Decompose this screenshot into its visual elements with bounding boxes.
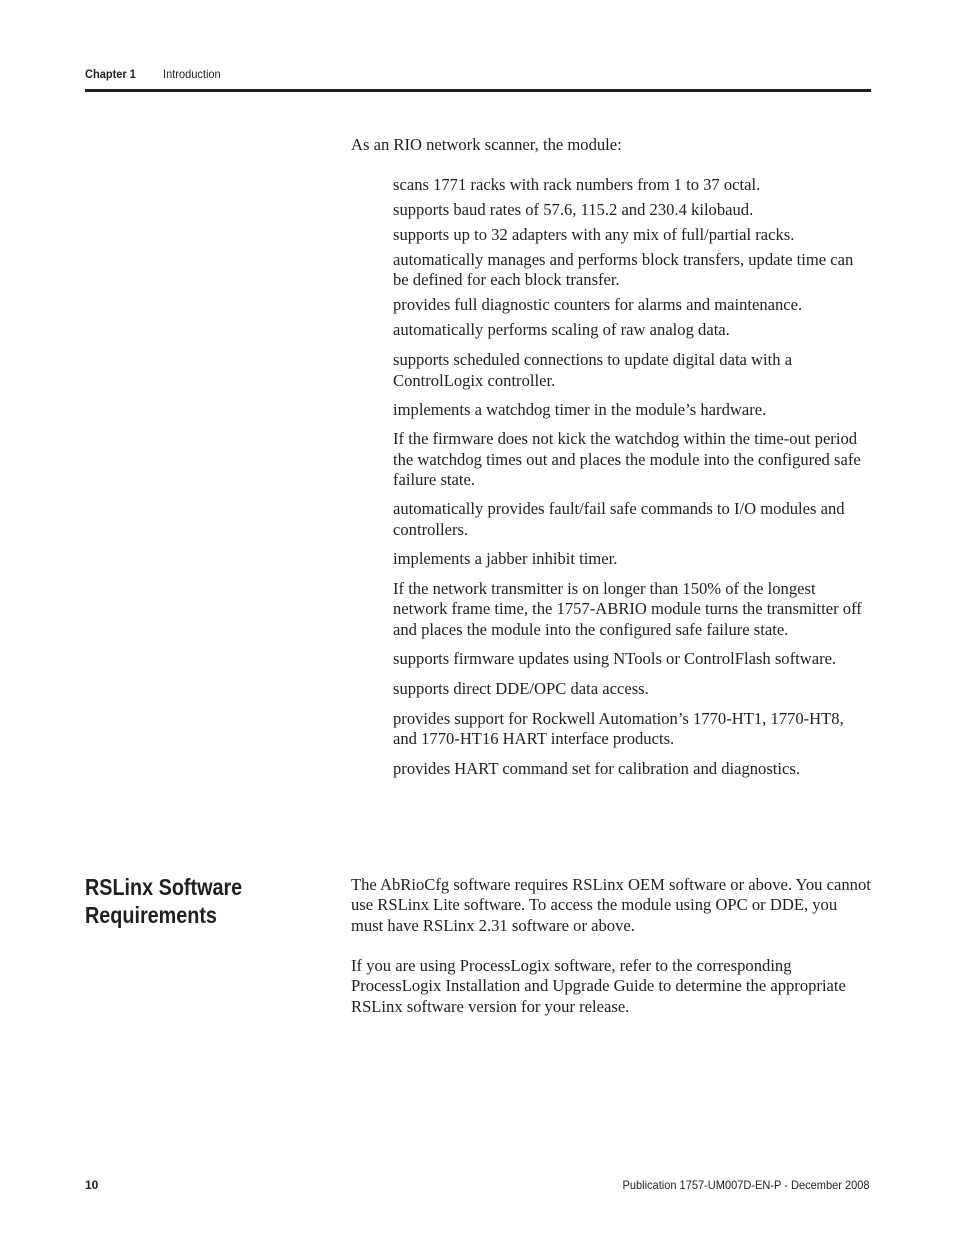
list-item: provides support for Rockwell Automation’s 1770-HT1, 1770-HT8, and 1770-HT16 HART interface products. <box>393 708 844 748</box>
list-item: supports scheduled connections to update digital data with a ControlLogix controller. <box>393 350 793 390</box>
list-item: scans 1771 racks with rack numbers from 1 to 37 octal. <box>393 175 761 194</box>
list-item: provides full diagnostic counters for alarms and maintenance. <box>393 295 803 315</box>
list-item: automatically performs scaling of raw analog data. <box>393 320 730 340</box>
section-label: Introduction <box>163 67 221 81</box>
rslinx-paragraph-2: If you are using ProcessLogix software, refer to the corresponding ProcessLogix Installation and Upgrade Guide to determine the appropriate RSLinx software version for your release. <box>351 956 846 1016</box>
feature-list <box>393 175 871 779</box>
list-item: automatically provides fault/fail safe commands to I/O modules and controllers. <box>393 499 845 539</box>
page-number: 10 <box>85 1178 99 1192</box>
rslinx-paragraph-1: The AbRioCfg software requires RSLinx OEM software or above. You cannot use RSLinx Lite software. To access the module using OPC or DDE, you must have RSLinx 2.31 software or above. <box>351 875 871 935</box>
section-heading: RSLinx Software Requirements <box>85 874 243 928</box>
list-item: supports direct DDE/OPC data access. <box>393 678 649 698</box>
header-rule <box>85 89 871 92</box>
intro-text: As an RIO network scanner, the module: <box>351 135 622 154</box>
list-item: supports firmware updates using NTools or ControlFlash software. <box>393 648 837 668</box>
list-item: supports baud rates of 57.6, 115.2 and 230.4 kilobaud. <box>393 199 754 219</box>
list-item: implements a watchdog timer in the module’s hardware. <box>393 399 767 419</box>
list-item: provides HART command set for calibration and diagnostics. <box>393 758 801 778</box>
list-item: If the firmware does not kick the watchdog within the time-out period the watchdog times out and places the module into the configured safe failure state. <box>393 429 861 489</box>
publication-info: Publication 1757-UM007D-EN-P - December 2008 <box>622 1178 870 1192</box>
list-item: If the network transmitter is on longer than 150% of the longest network frame time, the 1757-ABRIO module turns the transmitter off and places the module into the configured safe failure state. <box>393 578 862 639</box>
list-item: implements a jabber inhibit timer. <box>393 548 618 568</box>
list-item: supports up to 32 adapters with any mix of full/partial racks. <box>393 224 795 244</box>
chapter-label: Chapter 1 <box>85 67 136 81</box>
page-header <box>85 66 226 82</box>
list-item: automatically manages and performs block transfers, update time can be defined for each block transfer. <box>393 249 854 290</box>
